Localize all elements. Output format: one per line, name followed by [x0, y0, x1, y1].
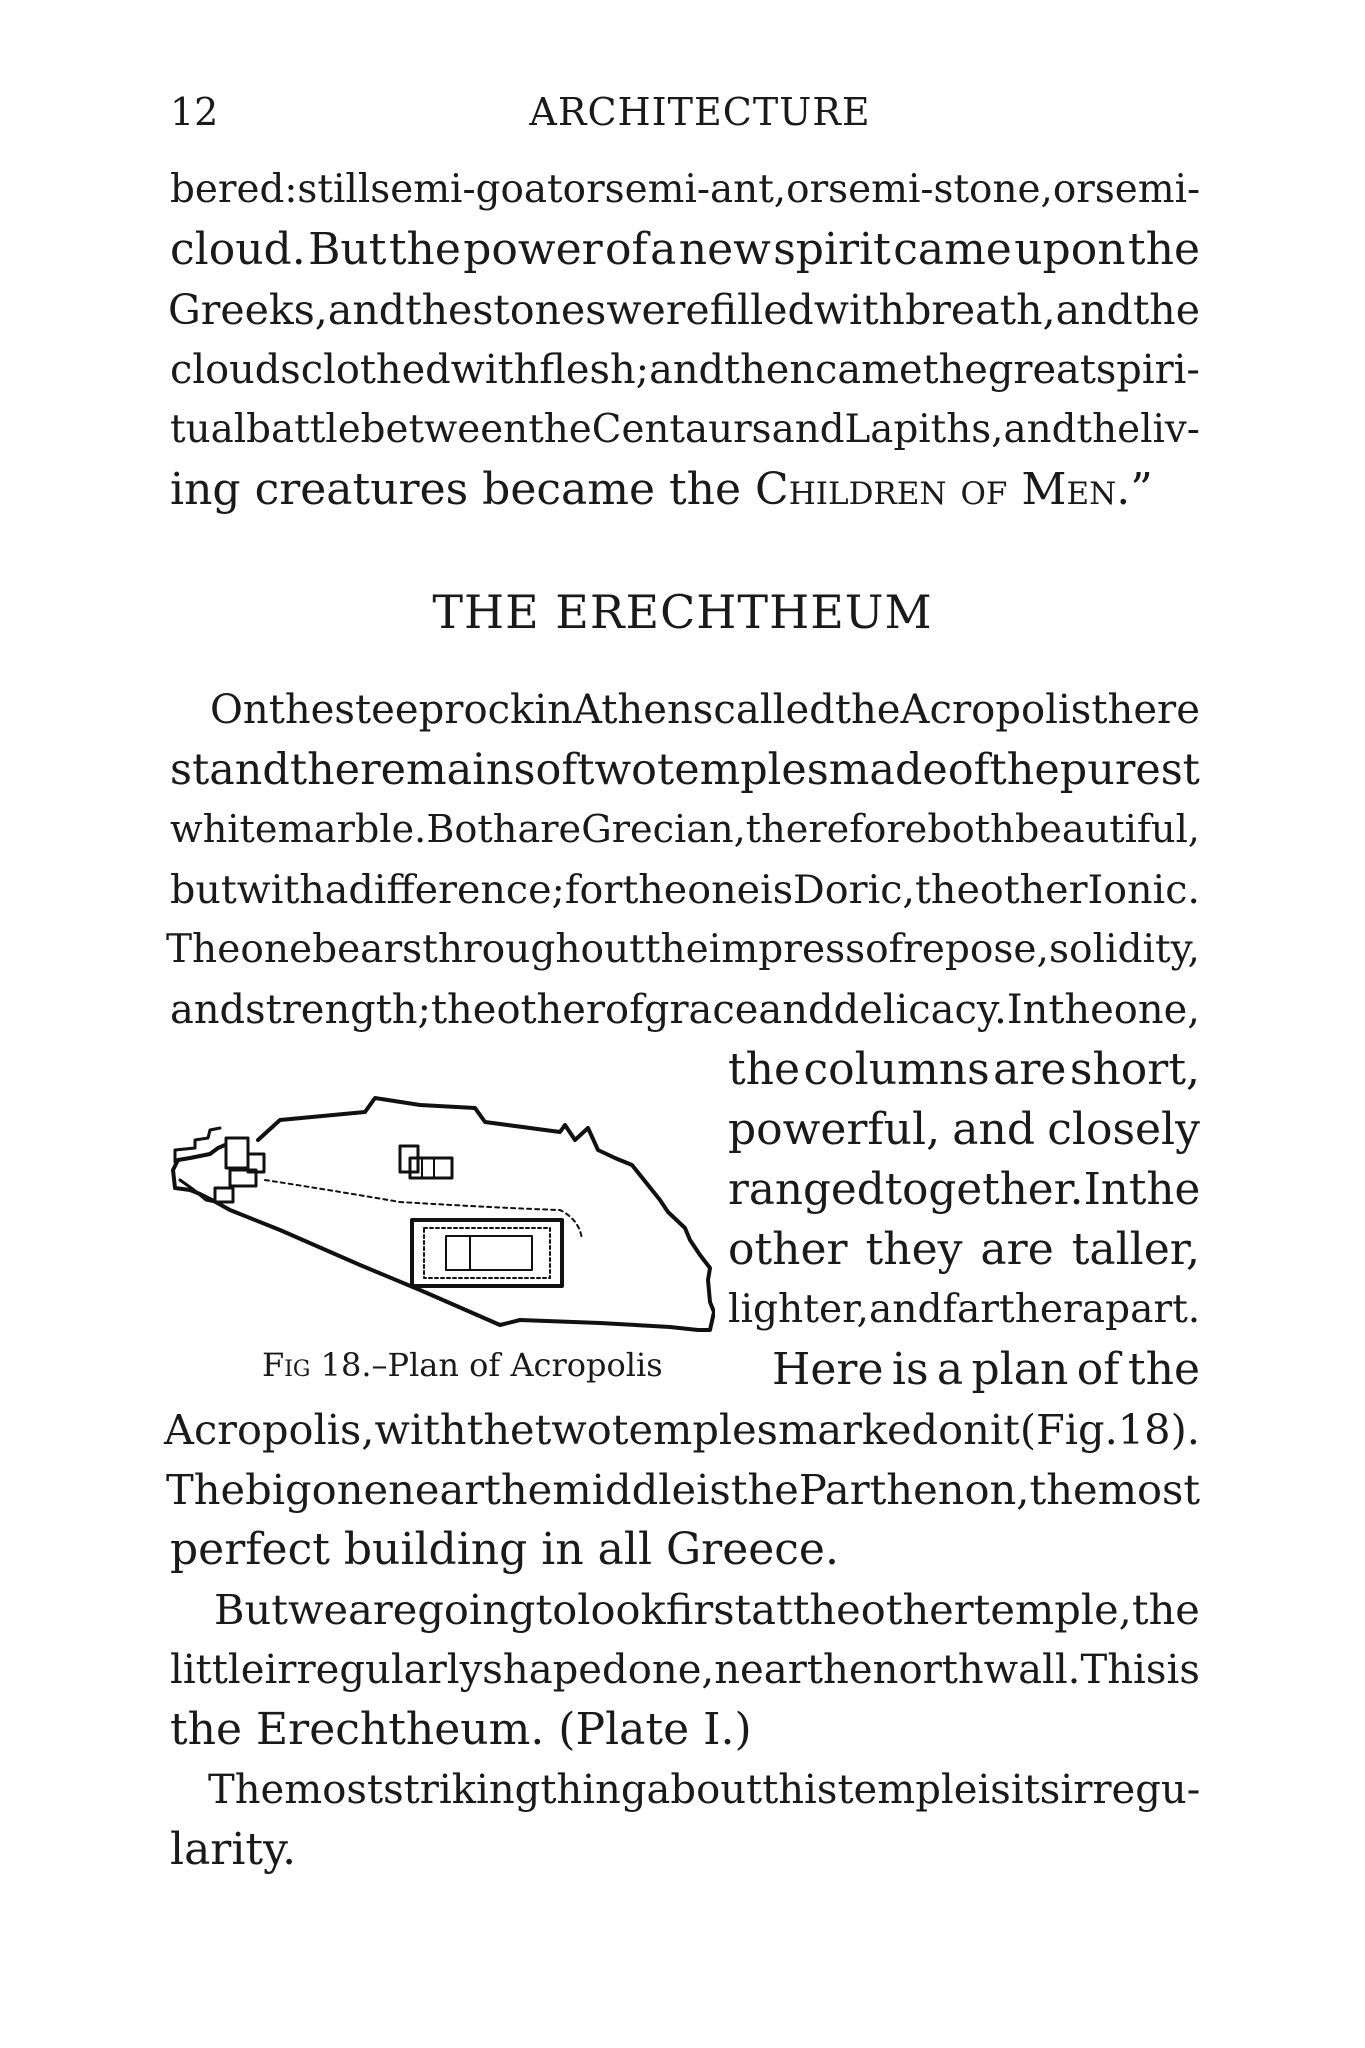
- text-run: .”: [1116, 464, 1153, 515]
- word: striking: [383, 1767, 541, 1813]
- text-line: [164, 1400, 1200, 1460]
- word: and: [868, 1287, 943, 1332]
- word: impress: [708, 927, 866, 972]
- word: the: [806, 1647, 873, 1693]
- text-line: larity.: [170, 1824, 297, 1875]
- word: and: [170, 987, 246, 1033]
- word: Here: [772, 1344, 884, 1395]
- text-line: [170, 740, 1200, 800]
- word: and: [649, 347, 725, 393]
- text-line: [170, 860, 1200, 920]
- caption-text: 18.–Plan of Acropolis: [310, 1346, 663, 1384]
- word: of: [535, 745, 578, 795]
- word: or: [562, 167, 605, 212]
- word: the: [728, 1044, 801, 1095]
- word: with: [450, 347, 540, 393]
- word: the: [1131, 1585, 1200, 1634]
- word: the: [1132, 286, 1200, 334]
- word: marked: [778, 1406, 939, 1454]
- word: temples: [611, 1406, 778, 1454]
- text-line: [168, 280, 1200, 340]
- word: big: [245, 1465, 312, 1514]
- word: a: [936, 1344, 964, 1395]
- word: but: [170, 867, 237, 913]
- word: made: [828, 745, 948, 795]
- word: short,: [1069, 1044, 1200, 1095]
- word: new: [678, 224, 771, 275]
- word: the: [431, 987, 497, 1033]
- word: semi-ant,: [604, 167, 787, 212]
- word: they: [865, 1224, 963, 1275]
- wrapped-line: [728, 1100, 1200, 1160]
- word: a: [650, 224, 677, 275]
- word: one,: [627, 1647, 715, 1693]
- word: are: [517, 808, 582, 852]
- word: therefore: [745, 808, 928, 852]
- word: In: [1083, 1165, 1129, 1215]
- word: and: [952, 1104, 1036, 1155]
- word: the: [484, 1465, 553, 1514]
- word: lighter,: [728, 1287, 869, 1332]
- word: temples: [657, 745, 829, 795]
- word: north: [872, 1647, 984, 1693]
- word: the: [792, 1585, 861, 1634]
- word: irregu-: [1060, 1767, 1201, 1813]
- word: filled: [709, 286, 814, 334]
- word: The: [166, 1465, 246, 1514]
- word: 18).: [1117, 1406, 1200, 1454]
- word: columns: [803, 1044, 990, 1095]
- text-line: the Erechtheum. (Plate I.): [170, 1704, 752, 1755]
- word: upon: [1014, 224, 1126, 275]
- word: Greeks,: [168, 286, 328, 334]
- word: are: [980, 1224, 1054, 1275]
- word: great: [987, 347, 1096, 393]
- word: powerful,: [728, 1104, 941, 1155]
- word: beautiful,: [1014, 808, 1200, 852]
- word: But: [214, 1585, 288, 1634]
- word: and: [1055, 286, 1133, 334]
- word: Centaurs: [591, 407, 772, 452]
- acropolis-outer-wall: [173, 1098, 714, 1330]
- word: grace: [643, 987, 759, 1033]
- wrapped-line: [728, 1040, 1200, 1100]
- word: spirit: [773, 224, 891, 275]
- word: shaped: [482, 1647, 628, 1693]
- text-line: [166, 920, 1200, 980]
- word: at: [751, 1585, 793, 1634]
- word: and: [1003, 407, 1077, 452]
- word: delicacy.: [833, 987, 1007, 1033]
- word: one: [311, 1465, 389, 1514]
- word: are: [348, 1585, 418, 1634]
- word: Lapiths,: [844, 407, 1004, 452]
- word: Ionic.: [1087, 867, 1200, 913]
- word: the: [1076, 407, 1141, 452]
- word: throughout: [422, 927, 645, 972]
- word: came: [893, 224, 1012, 275]
- word: the: [388, 224, 461, 275]
- word: other: [860, 1585, 974, 1634]
- word: spiri-: [1095, 347, 1200, 393]
- word: with: [374, 1406, 467, 1454]
- word: thing: [540, 1767, 647, 1813]
- word: of: [605, 987, 644, 1033]
- word: and: [771, 407, 845, 452]
- word: with: [813, 286, 905, 334]
- word: the: [289, 745, 361, 795]
- text-line: [170, 980, 1200, 1040]
- word: two: [534, 1406, 612, 1454]
- word: clothed: [300, 347, 451, 393]
- word: (Fig.: [1019, 1406, 1118, 1454]
- word: solidity,: [1048, 927, 1200, 972]
- word: other: [979, 867, 1088, 913]
- word: closely: [1047, 1104, 1200, 1155]
- word: clouds: [170, 347, 301, 393]
- word: between: [360, 407, 529, 452]
- word: Parthenon,: [798, 1465, 1030, 1514]
- word: strength;: [245, 987, 431, 1033]
- word: the: [989, 745, 1060, 795]
- word: little: [170, 1647, 265, 1693]
- word: the: [622, 867, 688, 913]
- word: of: [947, 745, 990, 795]
- word: rock: [444, 687, 535, 733]
- word: called: [713, 687, 835, 733]
- word: this: [762, 1767, 838, 1813]
- smallcaps-run: Children of Men: [755, 464, 1117, 515]
- word: plan: [971, 1344, 1069, 1395]
- word: This: [1080, 1647, 1167, 1693]
- word: the: [915, 867, 980, 913]
- word: the: [1127, 224, 1200, 275]
- word: battle: [246, 407, 361, 452]
- word: semi-: [1094, 167, 1201, 212]
- word: semi-stone,: [828, 167, 1053, 212]
- text-line: [170, 220, 1200, 280]
- word: of: [865, 927, 904, 972]
- text-line: [170, 1640, 1200, 1700]
- word: or: [1052, 167, 1095, 212]
- word: stones: [472, 286, 607, 334]
- word: first: [665, 1585, 752, 1634]
- word: the: [730, 1465, 799, 1514]
- text-line: [170, 340, 1200, 400]
- word: The: [208, 1767, 285, 1813]
- word: came: [815, 347, 923, 393]
- word: white: [170, 808, 278, 852]
- wrapped-line: [772, 1340, 1200, 1400]
- text-line: [170, 160, 1200, 220]
- running-head: [170, 90, 1200, 140]
- word: it: [989, 1406, 1020, 1454]
- word: a: [324, 867, 349, 913]
- word: steep: [334, 687, 445, 733]
- text-line: [170, 800, 1200, 860]
- word: near: [714, 1647, 807, 1693]
- text-line: perfect building in all Greece.: [170, 1524, 839, 1575]
- word: the: [1128, 1165, 1201, 1215]
- word: then: [724, 347, 816, 393]
- word: most: [1097, 1465, 1201, 1514]
- word: the: [644, 927, 709, 972]
- word: purest: [1059, 745, 1200, 795]
- word: in: [534, 687, 574, 733]
- page-number: 12: [170, 90, 219, 134]
- word: the: [466, 1406, 535, 1454]
- word: the: [1048, 987, 1114, 1033]
- word: other: [496, 987, 606, 1033]
- word: power: [463, 224, 603, 275]
- word: we: [287, 1585, 349, 1634]
- word: two: [577, 745, 657, 795]
- text-run: ing creatures became the: [170, 464, 756, 515]
- word: difference;: [348, 867, 565, 913]
- word: near: [388, 1465, 485, 1514]
- word: of: [1076, 1344, 1120, 1395]
- text-line: [166, 1460, 1200, 1520]
- word: temple: [837, 1767, 978, 1813]
- word: is: [977, 1767, 1011, 1813]
- word: one: [240, 927, 313, 972]
- wrapped-line: [728, 1220, 1200, 1280]
- parthenon-marker: [412, 1220, 562, 1286]
- word: or: [786, 167, 829, 212]
- word: flesh;: [539, 347, 650, 393]
- word: its: [1010, 1767, 1061, 1813]
- word: temple,: [973, 1585, 1132, 1634]
- word: Doric,: [793, 867, 916, 913]
- word: the: [528, 407, 592, 452]
- word: middle: [552, 1465, 697, 1514]
- word: Grecian,: [581, 808, 746, 852]
- word: ranged: [728, 1165, 885, 1215]
- word: the: [834, 687, 901, 733]
- word: there: [1091, 687, 1200, 733]
- word: The: [166, 927, 241, 972]
- word: the: [405, 286, 473, 334]
- section-heading: THE ERECHTHEUM: [432, 585, 933, 639]
- word: about: [646, 1767, 763, 1813]
- word: one,: [1113, 987, 1200, 1033]
- word: repose,: [903, 927, 1049, 972]
- word: were: [606, 286, 710, 334]
- figure-caption: [262, 1346, 663, 1384]
- word: marble.: [277, 808, 427, 852]
- word: taller,: [1071, 1224, 1200, 1275]
- text-line: [210, 680, 1200, 740]
- word: of: [605, 224, 648, 275]
- word: semi-goat: [370, 167, 563, 212]
- word: with: [236, 867, 325, 913]
- word: one: [687, 867, 761, 913]
- word: most: [284, 1767, 384, 1813]
- word: irregularly: [264, 1647, 483, 1693]
- word: tual: [170, 407, 247, 452]
- wrapped-line: [728, 1160, 1200, 1220]
- word: remains: [360, 745, 536, 795]
- word: Both: [426, 808, 518, 852]
- word: Acropolis: [900, 687, 1092, 733]
- word: breath,: [905, 286, 1056, 334]
- word: together.: [884, 1165, 1084, 1215]
- word: the: [268, 687, 335, 733]
- caption-smallcaps: Fig: [262, 1346, 311, 1384]
- word: Acropolis,: [164, 1406, 375, 1454]
- word: farther: [942, 1287, 1082, 1332]
- word: In: [1006, 987, 1049, 1033]
- running-title: ARCHITECTURE: [529, 90, 871, 134]
- word: liv-: [1140, 407, 1200, 452]
- text-line-last: [170, 460, 1153, 520]
- word: the: [922, 347, 988, 393]
- word: Athens: [573, 687, 714, 733]
- word: cloud.: [170, 224, 306, 275]
- word: the: [1127, 1344, 1200, 1395]
- word: the: [1029, 1465, 1098, 1514]
- wrapped-line: [728, 1280, 1200, 1340]
- word: On: [210, 687, 269, 733]
- text-line: [214, 1580, 1200, 1640]
- text-line: [170, 400, 1200, 460]
- word: wall.: [983, 1647, 1081, 1693]
- word: is: [760, 867, 794, 913]
- word: on: [938, 1406, 990, 1454]
- word: still: [297, 167, 371, 212]
- word: going: [417, 1585, 536, 1634]
- word: are: [993, 1044, 1067, 1095]
- word: But: [308, 224, 387, 275]
- word: is: [891, 1344, 929, 1395]
- word: apart.: [1081, 1287, 1201, 1332]
- word: for: [564, 867, 623, 913]
- word: stand: [170, 745, 290, 795]
- word: other: [728, 1224, 848, 1275]
- word: bears: [312, 927, 423, 972]
- acropolis-plan-figure: [170, 1050, 715, 1340]
- word: bered:: [170, 167, 298, 212]
- word: is: [1166, 1647, 1200, 1693]
- word: look: [577, 1585, 666, 1634]
- text-line: [208, 1760, 1200, 1820]
- word: to: [535, 1585, 578, 1634]
- word: both: [927, 808, 1015, 852]
- word: and: [758, 987, 834, 1033]
- word: and: [327, 286, 405, 334]
- word: is: [696, 1465, 731, 1514]
